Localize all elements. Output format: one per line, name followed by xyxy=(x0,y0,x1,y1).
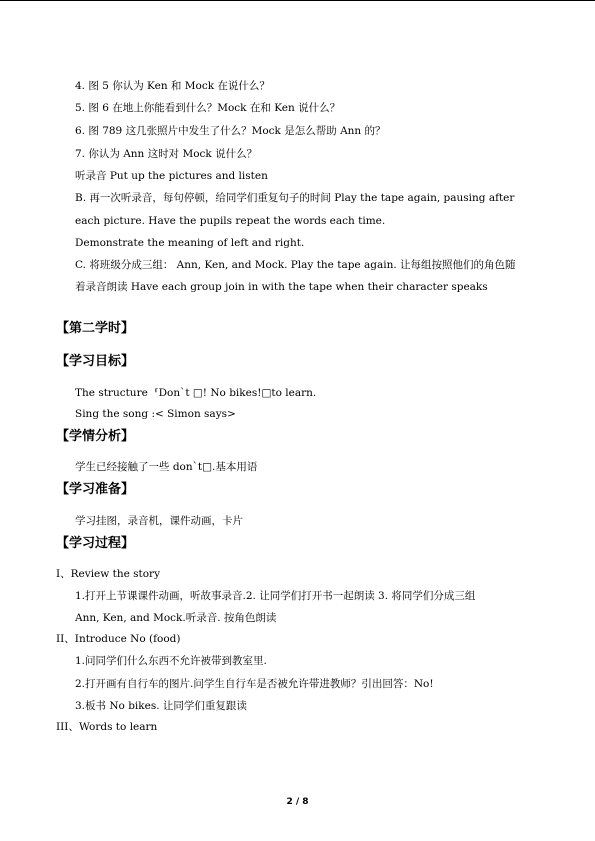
heading-second-lesson: 【第二学时】 xyxy=(56,321,135,336)
listen-instruction: 听录音 Put up the pictures and listen xyxy=(75,170,268,182)
objectives-line1: The structure ⸢Don`t □! No bikes!□to learn. xyxy=(75,387,317,399)
process-part1-line2: Ann, Ken, and Mock.听录音. 按角色朗读 xyxy=(75,612,277,624)
process-part3-title: III、Words to learn xyxy=(56,721,158,733)
step-b-line1: B. 再一次听录音，每句停顿，给同学们重复句子的时间 Play the tape again, pausing after xyxy=(75,192,515,204)
process-part1-title: I、Review the story xyxy=(56,568,161,580)
step-b-line2: each picture. Have the pupils repeat the words each time. xyxy=(75,215,386,227)
top-border-line xyxy=(0,0,595,1)
question-6: 6. 图 789 这几张照片中发生了什么？Mock 是怎么帮助 Ann 的？ xyxy=(75,125,386,137)
question-4: 4. 图 5 你认为 Ken 和 Mock 在说什么？ xyxy=(75,80,270,92)
process-part2-title: II、Introduce No (food) xyxy=(56,633,181,645)
process-part2-line3: 3.板书 No bikes. 让同学们重复跟读 xyxy=(75,700,247,712)
step-c-line1: C. 将班级分成三组： Ann, Ken, and Mock. Play the tape again. 让每组按照他们的角色随 xyxy=(75,259,516,271)
heading-preparation: 【学习准备】 xyxy=(56,482,135,497)
question-7: 7. 你认为 Ann 这时对 Mock 说什么？ xyxy=(75,148,258,160)
heading-process: 【学习过程】 xyxy=(56,536,135,551)
objectives-line2: Sing the song :< Simon says> xyxy=(75,408,236,420)
analysis-line1: 学生已经接触了一些 don`t□.基本用语 xyxy=(75,461,258,473)
process-part2-line2: 2.打开画有自行车的图片.问学生自行车是否被允许带进教师？引出回答：No! xyxy=(75,678,434,690)
heading-objectives: 【学习目标】 xyxy=(56,354,135,369)
demonstrate-line: Demonstrate the meaning of left and right. xyxy=(75,237,305,249)
page-number: 2 / 8 xyxy=(286,797,309,807)
step-c-line2: 着录音朗读 Have each group join in with the tape when their character speaks xyxy=(75,281,488,293)
preparation-line1: 学习挂图，录音机，课件动画，卡片 xyxy=(75,515,243,527)
question-5: 5. 图 6 在地上你能看到什么？Mock 在和 Ken 说什么？ xyxy=(75,102,341,114)
process-part2-line1: 1.问同学们什么东西不允许被带到教室里. xyxy=(75,655,267,667)
heading-analysis: 【学情分析】 xyxy=(56,429,135,444)
process-part1-line1: 1.打开上节课课件动画，听故事录音.2. 让同学们打开书一起朗读 3. 将同学们分成三组 xyxy=(75,590,476,602)
